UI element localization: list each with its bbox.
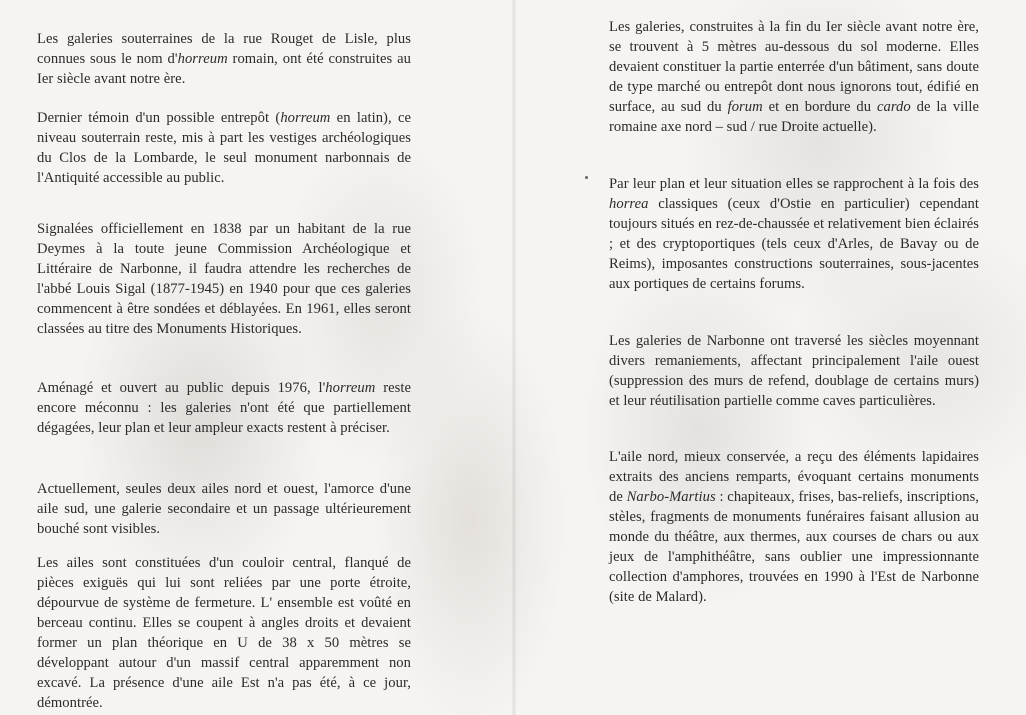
italic-term: horreum (280, 110, 331, 126)
text-run: Signalées officiellement en 1838 par un habitant de la rue Deymes à la toute jeune Commission Archéologique et Littéraire de Narbonne, il faudra attendre les recherches de l'abbé Louis Sigal (1877-1945) en 1940 pour que ces galeries commencent à être sondées et déblayées. En 1961, elles seront classées au titre des Monuments Historiques. (37, 221, 411, 337)
left-paragraph-5 (37, 479, 411, 539)
left-paragraph-3 (37, 219, 411, 339)
text-run: Aménagé et ouvert au public depuis 1976, l' (37, 380, 326, 396)
italic-term: horreum (177, 51, 228, 67)
text-run: classiques (ceux d'Ostie en particulier) cependant toujours situés en rez-de-chaussée et relativement bien éclairés ; et des cryptoportiques (tels ceux d'Arles, de Bavay ou de Reims), imposantes constructions souterraines, sous-jacentes aux portiques de certains forums. (609, 196, 979, 292)
text-run: : chapiteaux, frises, bas-reliefs, inscriptions, stèles, fragments de monuments funéraires faisant allusion au monde du théâtre, aux thermes, aux courses de chars ou aux jeux de l'amphithéâtre, sans oublier une impressionnante collection d'amphores, trouvées en 1990 à l'Est de Narbonne (site de Malard). (609, 489, 979, 605)
text-run: en latin), ce niveau souterrain reste, mis à part les vestiges archéologiques du Clos de la Lombarde, le seul monument narbonnais de l'Antiquité accessible au public. (37, 110, 411, 186)
page-fold (512, 0, 516, 715)
right-paragraph-2 (609, 174, 979, 294)
italic-term: horrea (609, 196, 649, 212)
text-run: Dernier témoin d'un possible entrepôt ( (37, 110, 281, 126)
text-run: Les galeries de Narbonne ont traversé les siècles moyennant divers remaniements, affectant principalement l'aile ouest (suppression des murs de refend, doublage de certains murs) et leur réutilisation partielle comme caves particulières. (609, 333, 979, 409)
left-paragraph-6 (37, 553, 411, 713)
italic-term: cardo (876, 99, 911, 115)
right-paragraph-3 (609, 331, 979, 411)
left-paragraph-2 (37, 108, 411, 188)
italic-term: forum (727, 99, 763, 115)
left-paragraph-1 (37, 29, 411, 89)
italic-term: Narbo-Martius (626, 489, 716, 505)
text-run: L'aile nord, mieux conservée, a reçu des éléments lapidaires extraits des anciens remparts, évoquant certains monuments de (609, 449, 979, 505)
text-run: Les ailes sont constituées d'un couloir central, flanqué de pièces exiguës qui lui sont reliées par une porte étroite, dépourvue de système de fermeture. L' ensemble est voûté en berceau continu. Elles se coupent à angles droits et devaient former un plan théorique en U de 38 x 50 mètres se développant autour d'un massif central apparemment non excavé. La présence d'une aile Est n'a pas été, à ce jour, démontrée. (37, 555, 411, 711)
text-run: et en bordure du (762, 99, 877, 115)
ink-speck (585, 176, 588, 179)
text-run: Actuellement, seules deux ailes nord et ouest, l'amorce d'une aile sud, une galerie secondaire et un passage ultérieurement bouché sont visibles. (37, 481, 411, 537)
text-run: Par leur plan et leur situation elles se rapprochent à la fois des (609, 176, 979, 192)
text-run: reste encore méconnu : les galeries n'ont été que partiellement dégagées, leur plan et leur ampleur exacts restent à préciser. (37, 380, 411, 436)
right-paragraph-4 (609, 447, 979, 607)
text-run: romain, ont été construites au Ier siècle avant notre ère. (37, 51, 412, 87)
text-run: de la ville romaine axe nord – sud / rue Droite actuelle). (609, 99, 980, 135)
text-run: Les galeries, construites à la fin du Ier siècle avant notre ère, se trouvent à 5 mètres au-dessous du sol moderne. Elles devaient constituer la partie enterrée d'un bâtiment, sans doute de type marché ou entrepôt dont nous ignorons tout, édifié en surface, au sud du (609, 19, 979, 115)
text-run: Les galeries souterraines de la rue Rouget de Lisle, plus connues sous le nom d' (37, 31, 411, 67)
right-paragraph-1 (609, 17, 979, 137)
italic-term: horreum (325, 380, 376, 396)
left-paragraph-4 (37, 378, 411, 438)
